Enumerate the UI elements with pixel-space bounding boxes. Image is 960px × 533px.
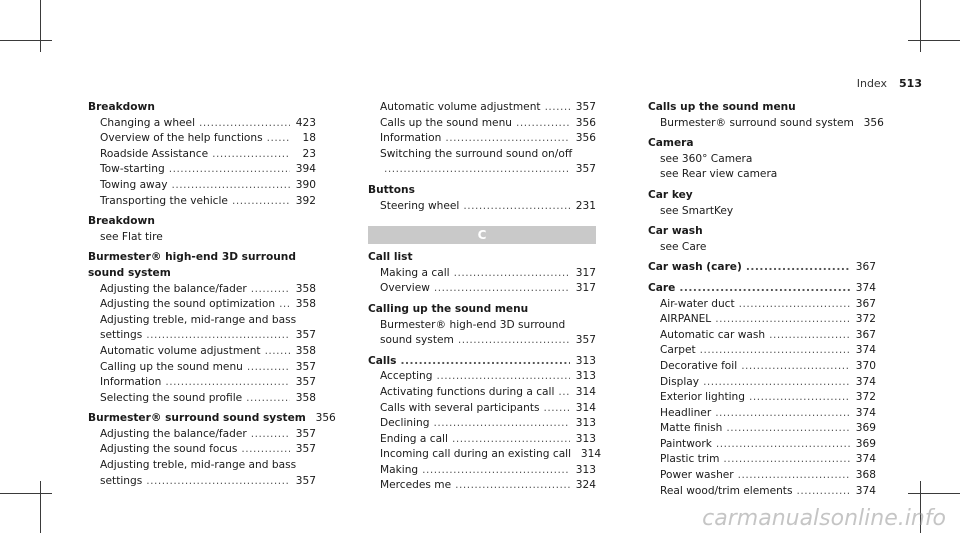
leader-dots: [434, 281, 570, 297]
subentry-text: Incoming call during an existing call: [380, 448, 572, 461]
subentry-text: Adjusting the balance/fader: [100, 427, 247, 440]
leader-dots: [454, 266, 570, 282]
leader-dots: [241, 442, 290, 458]
index-subentry: [648, 452, 876, 468]
watermark: carmanualsonline.info: [702, 506, 946, 531]
subentry-text: Making: [380, 463, 419, 476]
index-heading: [648, 260, 876, 276]
leader-dots: [463, 199, 570, 215]
index-subentry: see SmartKey: [660, 204, 734, 217]
page-ref: 374: [855, 453, 876, 466]
subentry-text: Display: [660, 375, 700, 388]
subentry-text: Adjusting the sound focus: [100, 443, 238, 456]
index-subentry: [88, 344, 316, 360]
subentry-text: Activating functions during a call: [380, 385, 555, 398]
page-ref: 390: [295, 178, 316, 191]
page-ref: 367: [855, 297, 876, 310]
subentry-text: Overview: [380, 282, 430, 295]
heading-text: Care: [648, 281, 676, 294]
subentry-text: settings: [100, 474, 143, 487]
index-subentry: [88, 131, 316, 147]
index-subentry: [88, 391, 316, 407]
index-subentry: [88, 442, 316, 458]
crop-mark: [40, 0, 41, 52]
page-ref: 423: [295, 116, 316, 129]
page-ref: 18: [302, 132, 316, 145]
leader-dots: [199, 116, 290, 132]
index-heading: Car key: [648, 188, 693, 201]
subentry-text: Ending a call: [380, 432, 448, 445]
subentry-text: Plastic trim: [660, 453, 720, 466]
index-subentry: see Rear view camera: [660, 168, 778, 181]
subentry-text: Exterior lighting: [660, 391, 745, 404]
page-header: [857, 77, 922, 90]
index-subentry: Switching the surround sound on/off: [380, 147, 573, 160]
index-subentry: [368, 401, 596, 417]
subentry-text: Information: [100, 376, 162, 389]
index-subentry: [368, 266, 596, 282]
index-subentry: [648, 375, 876, 391]
index-subentry: [88, 282, 316, 298]
page-ref: 394: [295, 163, 316, 176]
subentry-text: Selecting the sound profile: [100, 391, 243, 404]
page-ref: 357: [295, 329, 316, 342]
crop-mark: [908, 493, 960, 494]
index-subentry: [88, 474, 316, 490]
index-subentry: [368, 432, 596, 448]
page-ref: 357: [295, 474, 316, 487]
index-subentry: [88, 162, 316, 178]
header-label: Index: [856, 77, 888, 90]
subentry-text: Air-water duct: [660, 297, 735, 310]
page-ref: 356: [575, 132, 596, 145]
heading-text: Car wash (care): [648, 261, 742, 274]
index-heading: [368, 354, 596, 370]
subentry-text: Automatic car wash: [660, 328, 766, 341]
index-column-1: [88, 100, 336, 489]
index-subentry: [368, 131, 596, 147]
index-heading: sound system: [88, 266, 171, 279]
index-subentry: [648, 484, 876, 500]
page-ref: 358: [295, 298, 316, 311]
subentry-text: Overview of the help functions: [100, 132, 263, 145]
index-column-2: [368, 100, 602, 494]
page-ref: 374: [855, 344, 876, 357]
index-subentry: [648, 359, 876, 375]
leader-dots: [516, 116, 570, 132]
page-ref: 358: [295, 344, 316, 357]
index-subentry: see Flat tire: [100, 230, 163, 243]
subentry-text: Paintwork: [660, 437, 712, 450]
leader-dots: [739, 297, 850, 313]
page-ref: 368: [855, 469, 876, 482]
index-heading: Burmester® high-end 3D surround: [88, 251, 296, 264]
page-ref: 23: [302, 147, 316, 160]
index-subentry: [368, 385, 596, 401]
page-ref: 314: [575, 401, 596, 414]
index-column-3: [648, 100, 884, 499]
leader-dots: [544, 401, 570, 417]
section-letter: C: [368, 226, 596, 244]
page-ref: 313: [575, 463, 596, 476]
leader-dots: [445, 131, 570, 147]
leader-dots: [401, 354, 571, 370]
leader-dots: [251, 282, 290, 298]
index-subentry: [648, 406, 876, 422]
index-heading: [88, 411, 336, 427]
leader-dots: [738, 468, 850, 484]
index-subentry: [368, 416, 596, 432]
leader-dots: [279, 297, 290, 313]
subentry-text: Decorative foil: [660, 359, 738, 372]
page-ref: 369: [855, 422, 876, 435]
subentry-text: AIRPANEL: [660, 313, 712, 326]
leader-dots: [715, 312, 850, 328]
index-subentry: [88, 297, 316, 313]
page-ref: 356: [315, 412, 336, 425]
index-subentry: [88, 360, 316, 376]
index-subentry: [368, 369, 596, 385]
page-ref: 358: [295, 391, 316, 404]
subentry-text: Changing a wheel: [100, 116, 196, 129]
leader-dots: [726, 421, 850, 437]
subentry-text: Mercedes me: [380, 479, 452, 492]
index-subentry: [368, 463, 596, 479]
leader-dots: [716, 437, 850, 453]
leader-dots: [458, 333, 570, 349]
leader-dots: [212, 147, 290, 163]
index-heading: Buttons: [368, 183, 415, 196]
page-ref: 369: [855, 437, 876, 450]
page-ref: 374: [855, 281, 876, 294]
index-heading: Camera: [648, 137, 694, 150]
subentry-text: Calls with several participants: [380, 401, 540, 414]
index-subentry: [88, 178, 316, 194]
leader-dots: [437, 369, 571, 385]
index-subentry: [368, 447, 602, 463]
page-ref: 324: [575, 479, 596, 492]
index-subentry: [368, 116, 596, 132]
page-ref: 314: [575, 385, 596, 398]
leader-dots: [558, 385, 570, 401]
leader-dots: [769, 328, 850, 344]
index-subentry: [648, 297, 876, 313]
page-ref: 367: [855, 328, 876, 341]
index-subentry: [88, 375, 316, 391]
crop-mark: [0, 40, 52, 41]
page-ref: 314: [580, 448, 602, 461]
subentry-text: sound system: [380, 334, 454, 347]
subentry-text: Burmester® surround sound system: [660, 116, 854, 129]
leader-dots: [455, 478, 570, 494]
leader-dots: [741, 359, 850, 375]
index-subentry: [88, 194, 316, 210]
index-subentry: [88, 427, 316, 443]
leader-dots: [265, 344, 290, 360]
index-heading: [648, 281, 876, 297]
index-subentry: [648, 437, 876, 453]
heading-text: Burmester® surround sound system: [88, 412, 306, 425]
index-subentry: [648, 116, 884, 132]
leader-dots: [422, 463, 570, 479]
subentry-text: Automatic volume adjustment: [100, 344, 261, 357]
crop-mark: [0, 493, 52, 494]
leader-dots: [267, 131, 290, 147]
page-ref: 374: [855, 484, 876, 497]
leader-dots: [146, 328, 290, 344]
subentry-text: Transporting the vehicle: [100, 194, 228, 207]
page-ref: 357: [575, 334, 596, 347]
leader-dots: [146, 474, 290, 490]
page-ref: 357: [575, 163, 596, 176]
index-subentry: [648, 421, 876, 437]
index-subentry: [368, 281, 596, 297]
index-subentry: [648, 343, 876, 359]
index-subentry: [368, 333, 596, 349]
leader-dots: [703, 375, 850, 391]
subentry-text: Calls up the sound menu: [380, 116, 513, 129]
subentry-text: Making a call: [380, 266, 450, 279]
leader-dots: [433, 416, 570, 432]
leader-dots: [679, 281, 850, 297]
index-subentry: [368, 100, 596, 116]
subentry-text: Information: [380, 132, 442, 145]
crop-mark: [40, 481, 41, 533]
page-ref: 367: [855, 261, 876, 274]
page-ref: 357: [295, 443, 316, 456]
page-ref: 356: [575, 116, 596, 129]
page-ref: 372: [855, 313, 876, 326]
page-ref: 357: [295, 360, 316, 373]
leader-dots: [545, 100, 570, 116]
page-ref: 313: [575, 432, 596, 445]
page-ref: 317: [575, 282, 596, 295]
index-subentry: [648, 468, 876, 484]
index-subentry: Adjusting treble, mid-range and bass: [100, 459, 297, 472]
leader-dots: [247, 360, 290, 376]
subentry-text: Calling up the sound menu: [100, 360, 243, 373]
leader-dots: [165, 375, 290, 391]
leader-dots: [246, 391, 290, 407]
leader-dots: [171, 178, 290, 194]
leader-dots: [700, 343, 850, 359]
subentry-text: Automatic volume adjustment: [380, 101, 541, 113]
leader-dots: [723, 452, 850, 468]
page-ref: 374: [855, 406, 876, 419]
subentry-text: Tow-starting: [100, 163, 165, 176]
subentry-text: settings: [100, 329, 143, 342]
subentry-text: Matte finish: [660, 422, 723, 435]
index-subentry: [648, 390, 876, 406]
subentry-text: Towing away: [100, 178, 168, 191]
index-heading: Call list: [368, 251, 413, 264]
page-ref: 392: [295, 194, 316, 207]
index-subentry: see 360° Camera: [660, 152, 753, 165]
crop-mark: [920, 0, 921, 52]
index-subentry: see Care: [660, 240, 707, 253]
page-ref: 313: [575, 354, 596, 367]
index-subentry: [648, 312, 876, 328]
subentry-text: Declining: [380, 417, 430, 430]
index-heading: Breakdown: [88, 101, 155, 113]
page-ref: 357: [295, 427, 316, 440]
index-subentry: Adjusting treble, mid-range and bass: [100, 313, 297, 326]
leader-dots: [452, 432, 570, 448]
index-subentry: [88, 116, 316, 132]
leader-dots: [749, 390, 850, 406]
subentry-text: Adjusting the balance/fader: [100, 282, 247, 295]
subentry-text: Steering wheel: [380, 199, 460, 212]
leader-dots: [715, 406, 850, 422]
index-heading: Calling up the sound menu: [368, 302, 529, 315]
page-ref: 370: [855, 359, 876, 372]
leader-dots: [232, 194, 290, 210]
page-ref: 356: [863, 116, 884, 129]
page-ref: 358: [295, 282, 316, 295]
leader-dots: [796, 484, 850, 500]
page-ref: 313: [575, 417, 596, 430]
leader-dots: [169, 162, 290, 178]
index-subentry: [88, 328, 316, 344]
subentry-text: Real wood/trim elements: [660, 484, 793, 497]
index-subentry: Burmester® high-end 3D surround: [380, 318, 566, 331]
page-ref: 372: [855, 391, 876, 404]
page-number: 513: [899, 77, 922, 90]
page-ref: 374: [855, 375, 876, 388]
index-subentry: [648, 328, 876, 344]
index-subentry: [368, 478, 596, 494]
page-ref: 317: [575, 266, 596, 279]
crop-mark: [908, 40, 960, 41]
page-ref: 357: [575, 101, 596, 113]
leader-dots: [746, 260, 850, 276]
subentry-text: Headliner: [660, 406, 712, 419]
page-ref: 357: [295, 376, 316, 389]
heading-text: Calls: [368, 354, 397, 367]
leader-dots: [251, 427, 290, 443]
index-heading: Breakdown: [88, 215, 155, 228]
index-subentry: [88, 147, 316, 163]
page-ref: 231: [575, 199, 596, 212]
subentry-text: Power washer: [660, 469, 734, 482]
leader-dots: [384, 162, 570, 178]
index-heading: Calls up the sound menu: [648, 101, 796, 113]
subentry-text: Carpet: [660, 344, 696, 357]
page-ref: 313: [575, 370, 596, 383]
subentry-text: Adjusting the sound optimization: [100, 298, 276, 311]
index-heading: Car wash: [648, 225, 703, 238]
subentry-text: Accepting: [380, 370, 433, 383]
subentry-text: Roadside Assistance: [100, 147, 209, 160]
index-subentry: [368, 162, 596, 178]
index-subentry: [368, 199, 596, 215]
